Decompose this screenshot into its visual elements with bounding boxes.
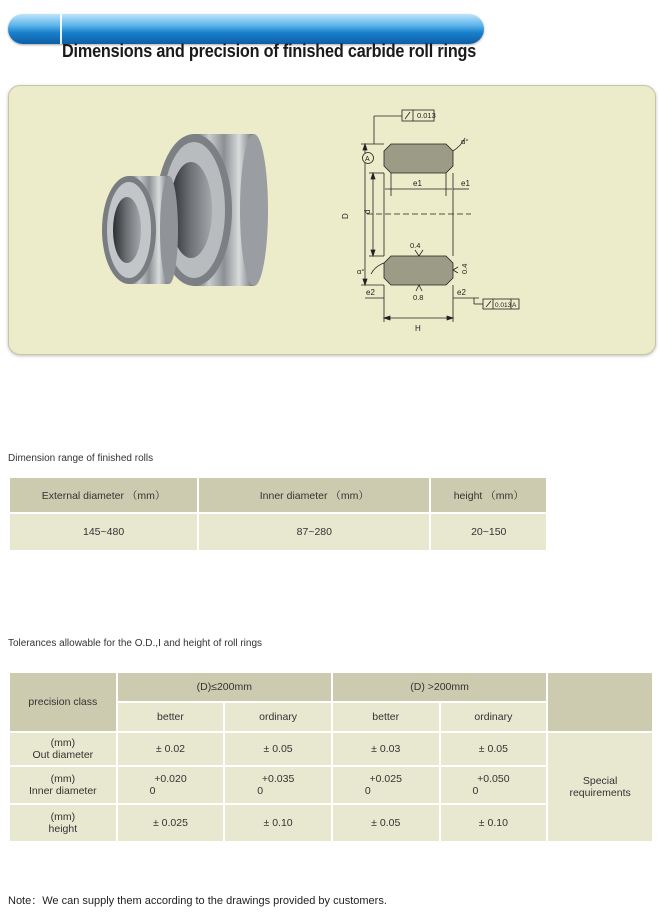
roll-ring-figure [9, 86, 655, 354]
runout-datum: A [512, 302, 517, 309]
range-table-caption: Dimension range of finished rolls [8, 453, 154, 464]
roughness-top: 0.4 [410, 241, 421, 250]
page-title: Dimensions and precision of finished carbide roll rings [62, 41, 477, 61]
dimension-range-table [8, 476, 548, 552]
subheader-ordinary-2: ordinary [440, 702, 548, 732]
cell: ± 0.05 [332, 804, 440, 842]
cell: ± 0.10 [440, 804, 548, 842]
cell [117, 766, 225, 804]
H-label: H [415, 324, 421, 333]
technical-drawing [361, 110, 519, 322]
upper: +0.020 [154, 773, 187, 785]
subheader-ordinary-1: ordinary [224, 702, 332, 732]
special-line-1: Special [582, 775, 618, 787]
row-label: Out diameter [32, 749, 94, 761]
cell [224, 766, 332, 804]
special-line-2: requirements [569, 787, 631, 799]
cell: ± 0.10 [224, 804, 332, 842]
datum-label: A [365, 156, 370, 163]
D-label: D [341, 213, 350, 219]
angle-top: α° [461, 137, 469, 146]
runout-tolerance: 0.013 [495, 302, 512, 309]
group-header-gt200: (D) >200mm [332, 672, 547, 702]
row-unit: (mm) [50, 737, 76, 749]
row-unit: (mm) [50, 773, 76, 785]
cell [332, 766, 440, 804]
cell: ± 0.025 [117, 804, 225, 842]
header-height: height （mm） [430, 477, 547, 513]
special-requirements [547, 732, 653, 842]
header-external-diameter: External diameter （mm） [9, 477, 198, 513]
precision-class-header: precision class [9, 672, 117, 732]
lower: 0 [472, 785, 479, 797]
roughness-bottom: 0.8 [413, 293, 424, 302]
small-roll-ring [102, 176, 178, 284]
tolerance-table-caption: Tolerances allowable for the O.D.,I and height of roll rings [8, 638, 263, 649]
angle-bottom: α° [357, 267, 365, 276]
header-bar-divider [60, 14, 62, 44]
e2-left: e2 [366, 288, 375, 297]
value-external-diameter: 145~480 [9, 513, 198, 551]
value-height: 20~150 [430, 513, 547, 551]
row-label: height [48, 823, 78, 835]
d-label: d [363, 209, 372, 214]
empty-header-cell [547, 672, 653, 732]
cell: ± 0.05 [440, 732, 548, 766]
lower: 0 [364, 785, 371, 797]
row-label-height [9, 804, 117, 842]
header-inner-diameter: Inner diameter （mm） [198, 477, 430, 513]
row-label-out-diameter [9, 732, 117, 766]
lower: 0 [257, 785, 264, 797]
row-unit: (mm) [50, 811, 76, 823]
e1-left: e1 [413, 179, 422, 188]
group-header-le200: (D)≤200mm [117, 672, 332, 702]
e1-right: e1 [461, 179, 470, 188]
upper: +0.035 [261, 773, 295, 785]
upper: +0.050 [477, 773, 510, 785]
row-label: Inner diameter [28, 785, 97, 797]
cell: ± 0.05 [224, 732, 332, 766]
lower: 0 [149, 785, 156, 797]
e2-right: e2 [457, 288, 466, 297]
upper: +0.025 [369, 773, 402, 785]
subheader-better-2: better [332, 702, 440, 732]
product-image-panel [8, 85, 656, 355]
cell: ± 0.02 [117, 732, 225, 766]
row-label-inner-diameter [9, 766, 117, 804]
roughness-side: 0.4 [460, 263, 469, 274]
cell: ± 0.03 [332, 732, 440, 766]
flatness-tolerance: 0.013 [417, 111, 436, 120]
header-bar [8, 14, 484, 44]
cell [440, 766, 548, 804]
tolerance-table [8, 671, 654, 843]
subheader-better-1: better [117, 702, 225, 732]
value-inner-diameter: 87~280 [198, 513, 430, 551]
footer-note: Note：We can supply them according to the drawings provided by customers. [8, 895, 387, 907]
